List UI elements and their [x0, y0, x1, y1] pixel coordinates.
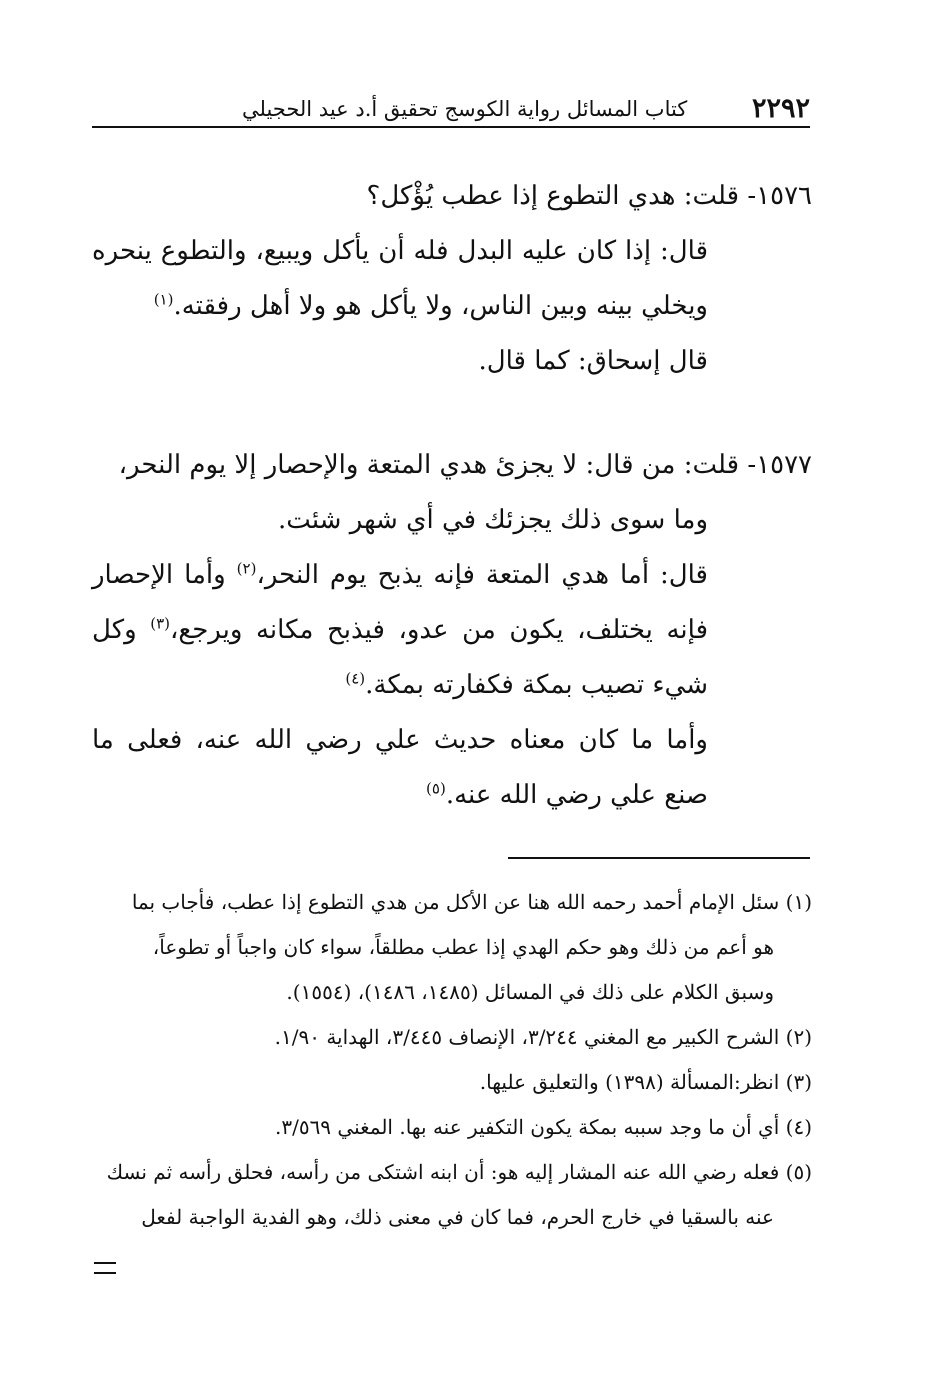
- page-number: ٢٢٩٢: [751, 93, 810, 124]
- answer-1577-part-c: وكل شيء تصيب بمكة فكفارته بمكة.: [92, 615, 708, 700]
- footnote-3: (٣) انظر:المسألة (١٣٩٨) والتعليق عليها.: [479, 1070, 812, 1094]
- question-1577-continued: وما سوى ذلك يجزئك في أي شهر شئت.: [278, 505, 708, 535]
- footnote-5-line-1: (٥) فعله رضي الله عنه المشار إليه هو: أن ابنه اشتكى من رأسه، فحلق رأسه ثم نسك: [106, 1160, 812, 1184]
- answer-1577-part-a: قال: أما هدي المتعة فإنه يذبح يوم النحر،: [256, 560, 708, 590]
- footnotes: [92, 880, 812, 1240]
- footnote-ref-1: (١): [153, 290, 174, 309]
- footnote-ref-4: (٤): [345, 669, 366, 688]
- answer-1577-part-b: وأما الإحصار فإنه يختلف، يكون من عدو، فيذبح مكانه ويرجع،: [92, 560, 708, 645]
- question-1576: ١٥٧٦- قلت: هدي التطوع إذا عطب يُؤْكل؟: [366, 181, 812, 211]
- footnote-ref-5: (٥): [426, 779, 446, 798]
- ishaq-answer-1576: قال إسحاق: كما قال.: [478, 346, 708, 376]
- footnote-1-line-1: (١) سئل الإمام أحمد رحمه الله هنا عن الأكل من هدي التطوع إذا عطب، فأجاب بما: [131, 890, 812, 914]
- continuation-mark: [94, 1262, 116, 1274]
- footnote-5-line-2: عنه بالسقيا في خارج الحرم، فما كان في معنى ذلك، وهو الفدية الواجبة لفعل: [141, 1205, 774, 1229]
- answer-1577: [92, 548, 812, 713]
- answer-1577-ali: [92, 713, 812, 823]
- footnote-2: (٢) الشرح الكبير مع المغني ٣/٢٤٤، الإنصاف ٣/٤٤٥، الهداية ١/٩٠.: [274, 1025, 812, 1049]
- footnote-4: (٤) أي أن ما وجد سببه بمكة يكون التكفير عنه بها. المغني ٣/٥٦٩.: [274, 1115, 812, 1139]
- answer-1577-part-d: وأما ما كان معناه حديث علي رضي الله عنه، فعلى ما صنع علي رضي الله عنه.: [92, 725, 708, 810]
- footnote-separator: [508, 857, 810, 859]
- footnote-1-line-3: وسبق الكلام على ذلك في المسائل (١٤٨٥، ١٤٨٦)، (١٥٥٤).: [286, 980, 774, 1004]
- answer-1576: [92, 224, 812, 334]
- running-title: كتاب المسائل رواية الكوسج تحقيق أ.د عيد الحجيلي: [242, 97, 688, 121]
- footnote-5: [92, 1150, 812, 1240]
- footnote-1-line-2: هو أعم من ذلك وهو حكم الهدي إذا عطب مطلقاً، سواء كان واجباً أو تطوعاً،: [152, 935, 774, 959]
- answer-1576-text: قال: إذا كان عليه البدل فله أن يأكل ويبيع، والتطوع ينحره ويخلي بينه وبين الناس، ولا يأكل هو ولا أهل رفقته.: [92, 236, 708, 321]
- footnote-ref-2: (٢): [236, 559, 257, 578]
- footnote-ref-3: (٣): [150, 614, 170, 633]
- main-text: [92, 168, 812, 823]
- page-header: [92, 88, 810, 128]
- question-1577: ١٥٧٧- قلت: من قال: لا يجزئ هدي المتعة والإحصار إلا يوم النحر،: [118, 450, 812, 480]
- footnote-1: [92, 880, 812, 1015]
